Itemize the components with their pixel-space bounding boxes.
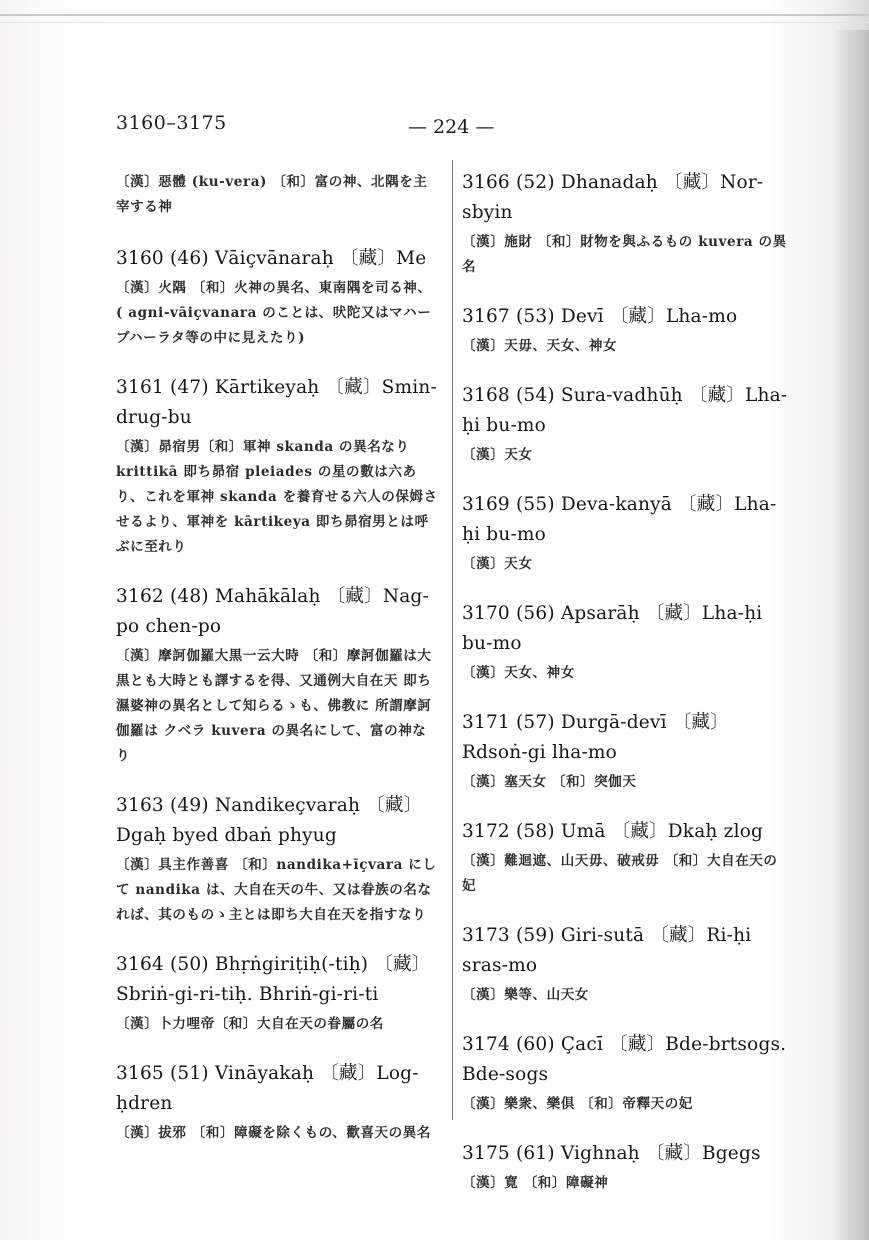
entry-headword: 3161 (47) Kārtikeyaḥ 〔藏〕Smin-drug-bu [116, 377, 437, 428]
entry-headword: 3169 (55) Deva-kanyā 〔藏〕Lha-ḥi bu-mo [462, 494, 777, 545]
right-column [462, 168, 790, 1218]
entry-headword: 3163 (49) Nandikeçvaraḥ 〔藏〕Dgaḥ byed dbaṅ phyug [116, 795, 423, 846]
entry-gloss: 〔漢〕拔邪 〔和〕障礙を除くもの、歡喜天の異名 [116, 1125, 431, 1141]
continued-gloss: 〔漢〕惡體 (ku-vera) 〔和〕富の神、北隅を主宰する神 [116, 174, 428, 215]
entry-headword: 3160 (46) Vāiçvānaraḥ 〔藏〕Me [116, 248, 427, 269]
entry-3170 [462, 599, 790, 686]
top-rule [0, 14, 869, 16]
entry-headword: 3165 (51) Vināyakaḥ 〔藏〕Log-ḥdren [116, 1063, 419, 1114]
entry-headword: 3171 (57) Durgā-devī 〔藏〕Rdsoṅ-gi lha-mo [462, 712, 729, 763]
entry-headword: 3175 (61) Vighnaḥ 〔藏〕Bgegs [462, 1143, 761, 1164]
entry-gloss: 〔漢〕施財 〔和〕財物を與ふるもの kuvera の異名 [462, 234, 787, 275]
entry-gloss: 〔漢〕難迴遮、山天毋、破戒毋 〔和〕大自在天の妃 [462, 853, 778, 894]
entry-headword: 3173 (59) Giri-sutā 〔藏〕Ri-ḥi sras-mo [462, 925, 752, 976]
entry-3175 [462, 1139, 790, 1196]
entry-headword: 3167 (53) Devī 〔藏〕Lha-mo [462, 306, 738, 327]
entry-3169 [462, 490, 790, 577]
entry-3161 [116, 373, 438, 560]
entry-range-header: 3160–3175 [116, 112, 227, 134]
entry-gloss: 〔漢〕塞天女 〔和〕突伽天 [462, 774, 637, 790]
entry-3168 [462, 381, 790, 468]
entry-gloss: 〔漢〕天女、神女 [462, 665, 575, 681]
entry-headword: 3168 (54) Sura-vadhūḥ 〔藏〕Lha-ḥi bu-mo [462, 385, 788, 436]
entry-3167 [462, 302, 790, 359]
binding-shadow [833, 30, 869, 1240]
entry-3162 [116, 582, 438, 769]
top-rule-faint [0, 22, 869, 23]
entry-headword: 3166 (52) Dhanadaḥ 〔藏〕Nor-sbyin [462, 172, 764, 223]
entry-3173 [462, 921, 790, 1008]
entry-3165 [116, 1059, 438, 1146]
entry-gloss: 〔漢〕天毋、天女、神女 [462, 338, 618, 354]
entry-3172 [462, 817, 790, 899]
entry-headword: 3164 (50) Bhṛṅgiriṭiḥ(-tiḥ) 〔藏〕Sbriṅ-gi-ri-tiḥ. Bhriṅ-gi-ri-ti [116, 954, 431, 1005]
entry-gloss: 〔漢〕火隅 〔和〕火神の異名、東南隅を司る神、( agni-vāiçvanara のことは、吠陀又はマハーブハーラタ等の中に見えたり) [116, 280, 432, 346]
entry-3164 [116, 950, 438, 1037]
entry-gloss: 〔漢〕昴宿男〔和〕軍神 skanda の異名なり krittikā 即ち昴宿 pleiades の星の數は六あり、これを軍神 skanda を養育せる六人の保姆させるより、軍神を kārtikeya 即ち昴宿男とは呼ぶに至れり [116, 439, 438, 555]
entry-3163 [116, 791, 438, 928]
entry-3160 [116, 244, 438, 351]
entry-headword: 3170 (56) Apsarāḥ 〔藏〕Lha-ḥi bu-mo [462, 603, 763, 654]
entry-gloss: 〔漢〕卜力哩帝〔和〕大自在天の眷屬の名 [116, 1016, 384, 1032]
page-number: — 224 — [408, 116, 495, 138]
entry-headword: 3172 (58) Umā 〔藏〕Dkaḥ zlog [462, 821, 764, 842]
entry-gloss: 〔漢〕樂衆、樂倶 〔和〕帝釋天の妃 [462, 1096, 693, 1112]
left-column [116, 168, 438, 1168]
entry-3171 [462, 708, 790, 795]
entry-gloss: 〔漢〕天女 [462, 556, 533, 572]
entry-gloss: 〔漢〕具主作善喜 〔和〕nandika+īçvara にして nandika は、大自在天の牛、又は眷族の名なれば、其のものゝ主とは即ち大自在天を指すなり [116, 857, 437, 923]
entry-gloss: 〔漢〕摩訶伽羅大黒一云大時 〔和〕摩訶伽羅は大黒とも大時とも譯するを得、又通例大自在天 即ち濕婆神の異名として知らるゝも、佛教に 所謂摩訶伽羅は クベラ kuvera の異名にして、富の神なり [116, 648, 432, 764]
entry-gloss: 〔漢〕天女 [462, 447, 533, 463]
entry-gloss: 〔漢〕寛 〔和〕障礙神 [462, 1175, 609, 1191]
entry-headword: 3174 (60) Çacī 〔藏〕Bde-brtsogs. Bde-sogs [462, 1034, 787, 1085]
entry-3174 [462, 1030, 790, 1117]
entry-gloss: 〔漢〕樂等、山天女 [462, 987, 589, 1003]
column-divider [452, 160, 453, 1120]
entry-headword: 3162 (48) Mahākālaḥ 〔藏〕Nag-po chen-po [116, 586, 429, 637]
entry-3166 [462, 168, 790, 280]
